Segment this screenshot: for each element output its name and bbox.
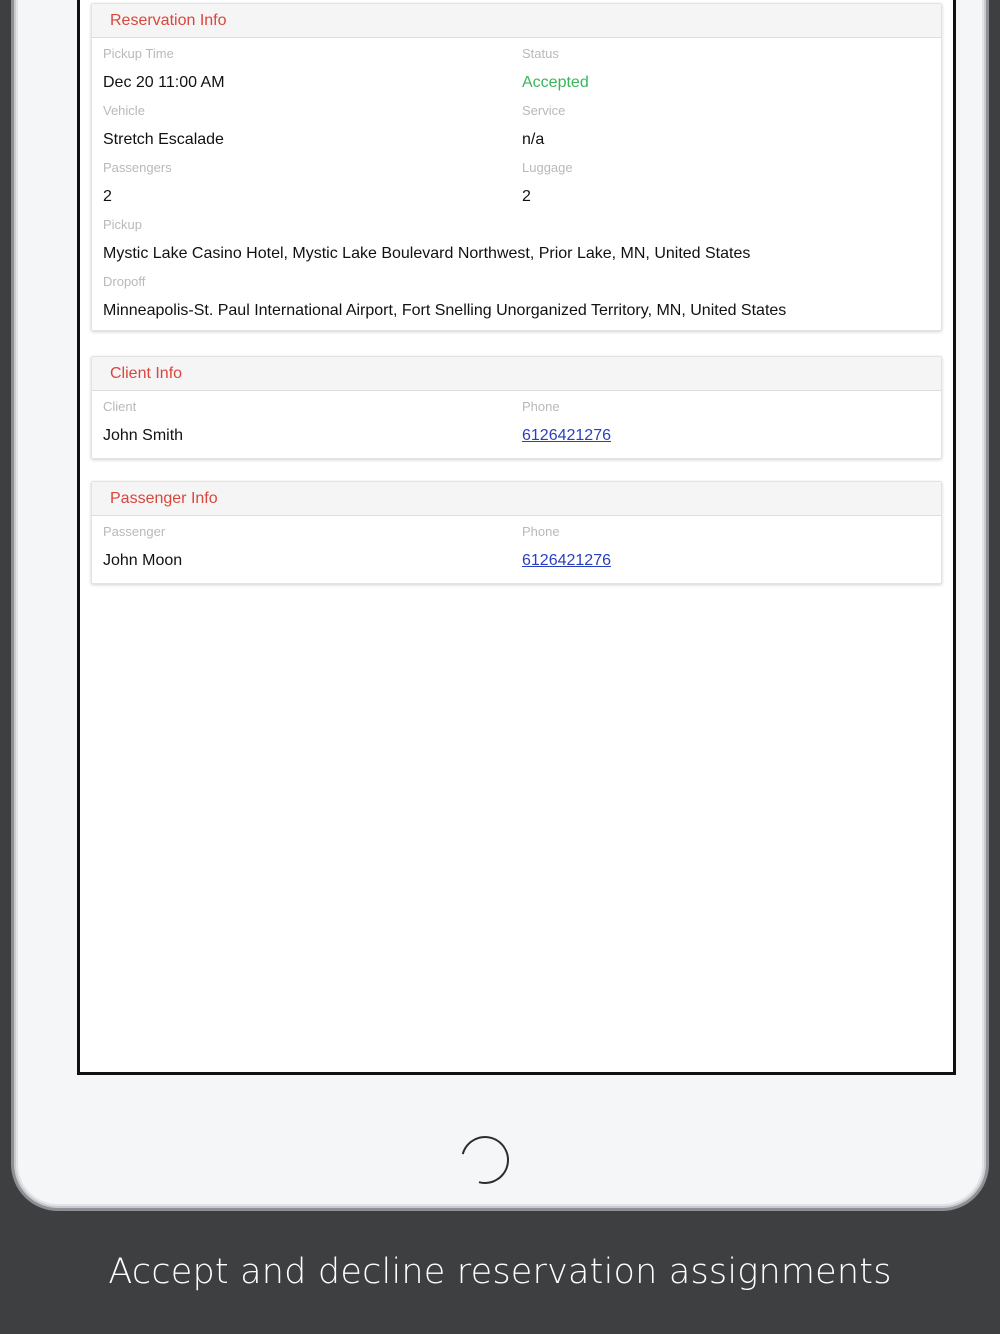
reservation-info-heading: Reservation Info [92, 4, 941, 38]
status-value: Accepted [522, 74, 589, 91]
status-label: Status [522, 46, 559, 61]
passengers-label: Passengers [103, 160, 172, 175]
luggage-value: 2 [522, 188, 531, 205]
passenger-info-heading: Passenger Info [92, 482, 941, 516]
client-label: Client [103, 399, 137, 414]
luggage-label: Luggage [522, 160, 573, 175]
luggage-field [522, 152, 930, 209]
dropoff-value: Minneapolis-St. Paul International Airport, Fort Snelling Unorganized Territory, MN, United States [103, 302, 787, 319]
service-label: Service [522, 103, 566, 118]
passenger-value: John Moon [103, 552, 183, 569]
pickup-time-value: Dec 20 11:00 AM [103, 74, 225, 91]
pickup-time-label: Pickup Time [103, 46, 174, 61]
service-value: n/a [522, 131, 545, 148]
service-field [522, 95, 930, 152]
pickup-value: Mystic Lake Casino Hotel, Mystic Lake Boulevard Northwest, Prior Lake, MN, United States [103, 245, 751, 262]
dropoff-field [103, 266, 930, 330]
client-info-panel [91, 356, 942, 459]
client-phone-field [522, 391, 930, 458]
vehicle-field [103, 95, 522, 152]
client-info-heading: Client Info [92, 357, 941, 391]
pickup-time-field [103, 38, 522, 95]
vehicle-value: Stretch Escalade [103, 131, 224, 148]
reservation-info-panel [91, 3, 942, 331]
caption-text: Accept and decline reservation assignments [108, 1252, 892, 1292]
passenger-phone-link[interactable]: 6126421276 [522, 552, 611, 569]
tablet-frame [14, 0, 986, 1208]
client-phone-label: Phone [522, 399, 560, 414]
vehicle-label: Vehicle [103, 103, 145, 118]
passenger-phone-label: Phone [522, 524, 560, 539]
passengers-field [103, 152, 522, 209]
status-field [522, 38, 930, 95]
passenger-phone-field [522, 516, 930, 583]
passenger-label: Passenger [103, 524, 166, 539]
passenger-info-panel [91, 481, 942, 584]
client-value: John Smith [103, 427, 184, 444]
app-screen [77, 0, 956, 1075]
pickup-field [103, 209, 930, 266]
dropoff-label: Dropoff [103, 274, 146, 289]
client-field [103, 391, 522, 458]
passengers-value: 2 [103, 188, 112, 205]
pickup-label: Pickup [103, 217, 143, 232]
client-phone-link[interactable]: 6126421276 [522, 427, 611, 444]
passenger-field [103, 516, 522, 583]
